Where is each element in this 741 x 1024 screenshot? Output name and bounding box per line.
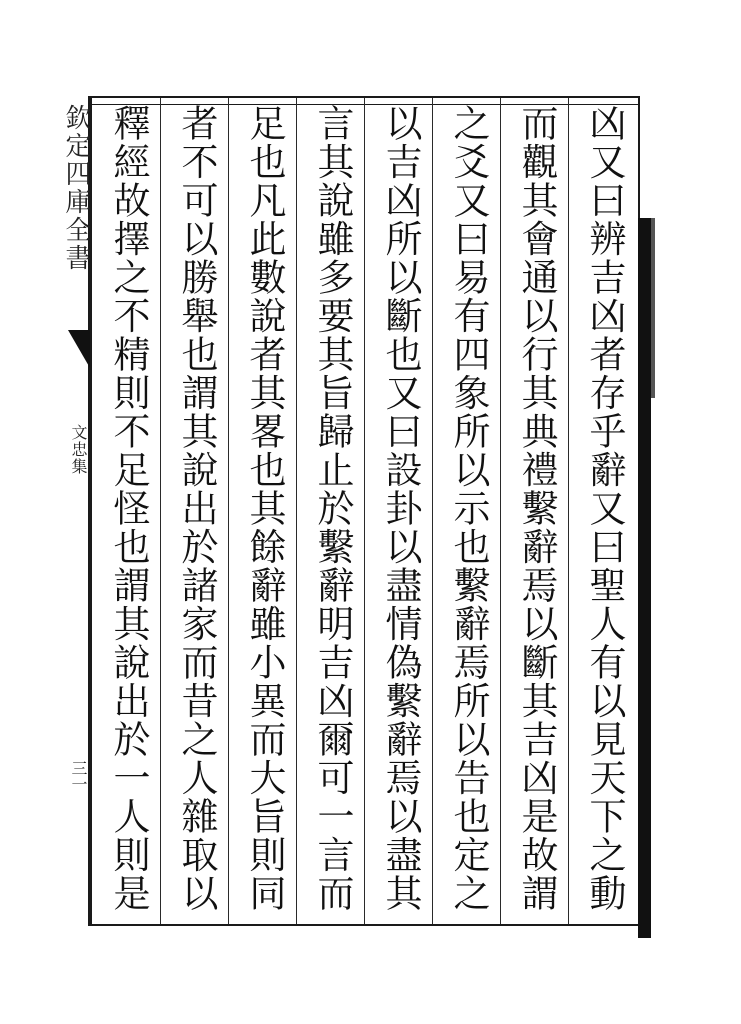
column-divider — [500, 98, 501, 924]
column-divider — [364, 98, 365, 924]
text-column-1: 凶又曰辨吉凶者存乎辭又曰聖人有以見天下之動 — [583, 104, 626, 913]
text-column-6: 足也凡此數說者其畧也其餘辭雖小異而大旨則同 — [243, 104, 286, 913]
margin-collection-title: 欽定四庫全書 — [61, 104, 91, 272]
margin-page-number: 三一 — [69, 760, 88, 792]
text-column-3: 之爻又曰易有四象所以示也繫辭焉所以告也定之 — [447, 104, 490, 913]
text-column-7: 者不可以勝舉也謂其說出於諸家而昔之人雜取以 — [175, 104, 218, 913]
margin-book-title: 文忠集 — [69, 424, 88, 475]
text-column-8: 釋經故擇之不精則不足怪也謂其說出於一人則是 — [107, 104, 150, 913]
fishtail-mark-icon — [68, 330, 90, 368]
column-divider — [568, 98, 569, 924]
binding-edge-bar — [638, 218, 651, 938]
column-divider — [228, 98, 229, 924]
column-divider — [160, 98, 161, 924]
text-column-4: 以吉凶所以斷也又曰設卦以盡情偽繫辭焉以盡其 — [379, 104, 422, 913]
text-column-5: 言其說雖多要其旨歸止於繫辭明吉凶爾可一言而 — [311, 104, 354, 913]
column-divider — [296, 98, 297, 924]
column-divider — [432, 98, 433, 924]
text-column-2: 而觀其會通以行其典禮繫辭焉以斷其吉凶是故謂 — [515, 104, 558, 913]
binding-edge-notch — [651, 218, 655, 398]
